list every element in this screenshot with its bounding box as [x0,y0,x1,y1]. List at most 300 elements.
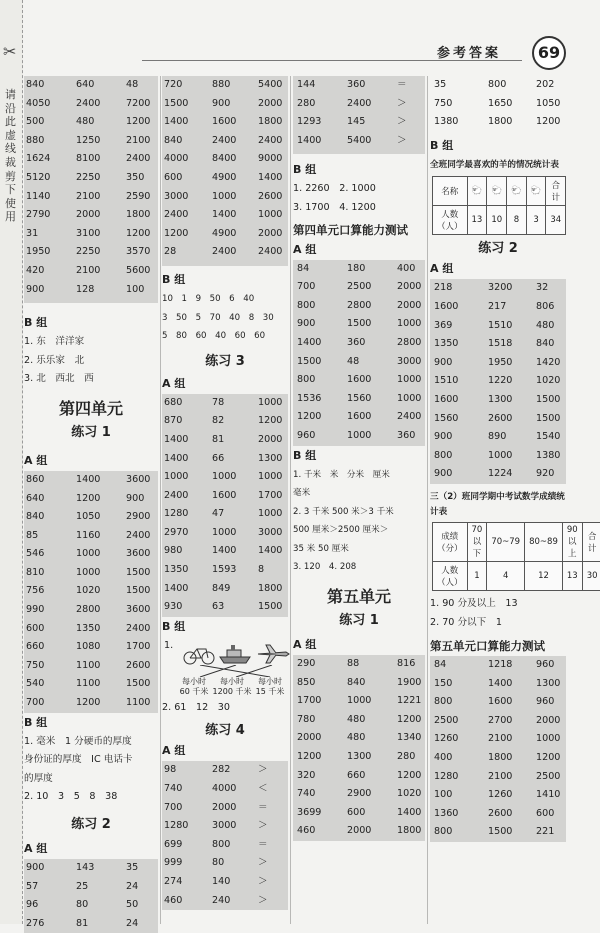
answer-value: 63 [212,601,225,613]
table-header-cell: 80~89 [525,522,563,561]
answer-line: 2. 3 千米 500 米＞3 千米 [293,506,394,517]
answer-value: 98 [164,764,177,776]
answer-value: 1020 [536,375,561,387]
answer-value: 2000 [258,227,283,239]
answer-value: 360 [347,79,366,90]
answer-value: 1080 [76,641,101,653]
grid-row [430,693,566,712]
grid-row [162,206,288,225]
answer-value: 369 [434,319,453,331]
answer-value: 280 [397,751,416,763]
grid-row [24,206,158,225]
answer-line: 2. 10 3 5 8 38 [24,791,118,803]
grid-row [24,490,158,509]
answer-value: 680 [164,396,183,408]
answer-value: 460 [164,894,183,906]
answer-value: 1000 [212,190,237,202]
answer-value: 1280 [164,508,189,520]
answer-value: 1500 [126,678,151,690]
answer-lines [430,595,566,632]
answer-value: 1400 [164,116,189,128]
answer-value: 2000 [258,97,283,109]
grid-row [293,804,425,823]
answer-value: 217 [488,300,507,312]
number-grid [162,761,288,910]
answer-line: 3. 120 4. 208 [293,562,357,573]
answer-value: ＞ [258,820,268,832]
answer-value: 48 [347,355,360,367]
grid-row [430,712,566,731]
number-grid [293,655,425,841]
section-label: A 组 [24,453,48,467]
answer-value: 420 [26,264,45,276]
table-cell: 12 [525,561,563,590]
answer-value: 2590 [126,190,151,202]
answer-value: 1300 [347,751,372,763]
sheep-stats-table [432,176,566,235]
answer-value: 1280 [164,820,189,832]
grid-row [162,76,288,95]
answer-value: 82 [212,415,225,427]
bicycle-icon [182,643,216,665]
grid-row [430,823,566,842]
answer-value: 35 [434,79,447,90]
table-cell: 3 [526,206,546,235]
grid-row [293,729,425,748]
answer-line: 5 80 60 40 60 60 [162,331,266,342]
answer-value: 1200 [164,227,189,239]
answer-value: 143 [76,862,95,873]
answer-value: 840 [536,338,555,350]
section-label: B 组 [24,316,48,330]
answer-value: 2000 [397,281,422,293]
number-grid [293,260,425,446]
answer-value: 1600 [212,489,237,501]
grid-row [293,278,425,297]
answer-value: 1200 [536,752,561,764]
grid-row [162,561,288,580]
answer-value: 800 [297,374,316,386]
answer-value: 1800 [258,116,283,128]
answer-value: 2600 [258,190,283,202]
number-grid [162,394,288,617]
answer-value: 2400 [347,97,372,109]
answer-value: 1510 [488,319,513,331]
answer-value: 2500 [434,714,459,726]
answer-lines [24,733,158,807]
grid-row [162,225,288,244]
answer-value: 900 [434,468,453,480]
grid-row [162,542,288,561]
answer-value: 1400 [258,171,283,183]
grid-row [430,372,566,391]
grid-row [293,260,425,279]
grid-row [430,768,566,787]
answer-value: 990 [26,604,45,616]
answer-value: 849 [212,582,231,594]
answer-value: 699 [164,838,183,850]
answer-value: 81 [212,433,225,445]
section-label: B 组 [162,619,186,633]
answer-value: 540 [26,678,45,690]
grid-row [24,675,158,694]
shaded-block [24,76,158,303]
answer-value: 2600 [488,412,513,424]
answer-value: 999 [164,857,183,869]
table-row-label: 人数（人） [433,206,468,235]
section-label: A 组 [162,376,186,390]
grid-row [162,854,288,873]
answer-value: 1100 [76,659,101,671]
answer-value: 1050 [76,511,101,523]
table-header-cell: 🐑 [487,177,507,206]
answer-value: 840 [26,79,45,90]
table-header-cell: 成绩（分） [433,522,468,561]
answer-line: 毫米 [293,488,311,499]
grid-row [24,657,158,676]
answer-value: 850 [297,676,316,688]
answer-lines [293,466,425,578]
answer-value: 1400 [164,582,189,594]
answer-value: 1000 [397,374,422,386]
answer-value: 1800 [397,825,422,837]
answer-value: 1510 [434,375,459,387]
answer-value: 84 [434,659,447,671]
grid-row [162,780,288,799]
answer-value: 546 [26,548,45,560]
table-header-cell: 70~79 [487,522,525,561]
answer-value: 4000 [164,153,189,165]
answer-value: ＝ [397,79,407,90]
matching-pictures [162,637,288,696]
grid-row [162,188,288,207]
table-cell: 10 [487,206,507,235]
answer-value: 2400 [258,134,283,146]
answer-value: 2790 [26,209,51,221]
answer-value: 880 [212,79,231,90]
answer-value: 1100 [126,697,151,709]
answer-value: 1410 [536,789,561,801]
answer-value: 1280 [434,770,459,782]
number-grid [430,279,566,484]
answer-value: 2900 [347,788,372,800]
answer-value: ＜ [258,783,268,795]
shaded-block [293,76,425,154]
answer-value: 3000 [258,526,283,538]
column-separator [160,76,161,924]
answer-value: 360 [397,429,416,441]
matching-lines [182,665,290,677]
answer-value: 1000 [212,526,237,538]
answer-value: 2800 [397,336,422,348]
answer-value: 4050 [26,97,51,109]
grid-row [162,394,288,413]
answer-value: ＞ [397,134,407,146]
answer-value: 1200 [126,116,151,128]
answer-value: 480 [347,713,366,725]
shaded-block [162,761,288,910]
answer-value: 740 [297,788,316,800]
grid-row [24,694,158,713]
answer-value: 800 [488,79,507,90]
answer-value: 720 [164,79,183,90]
answer-value: 1800 [488,752,513,764]
grid-row [162,799,288,818]
grid-row [24,169,158,188]
answer-value: 5120 [26,171,51,183]
answer-value: 1400 [164,452,189,464]
answer-value: 400 [434,752,453,764]
answer-value: 600 [164,171,183,183]
answer-value: 1340 [397,732,422,744]
answer-value: 4900 [212,171,237,183]
answer-value: 2600 [126,659,151,671]
answer-value: 1380 [434,116,459,128]
grid-row [293,95,425,114]
grid-row [430,298,566,317]
grid-row [24,188,158,207]
answer-value: 2400 [76,97,101,109]
grid-row [293,353,425,372]
answer-value: 756 [26,585,45,597]
answer-value: 48 [126,79,139,90]
answer-value: 85 [26,529,39,541]
answer-value: ＞ [397,116,407,128]
answer-value: 1020 [397,788,422,800]
section-label: A 组 [293,242,317,256]
shaded-block [162,394,288,617]
answer-value: 5400 [347,134,372,146]
grid-row [430,749,566,768]
answer-column-1 [24,76,158,929]
table-cell: 8 [507,206,527,235]
answer-value: 880 [26,134,45,146]
answer-value: 900 [434,431,453,443]
answer-value: 1350 [164,564,189,576]
answer-value: 800 [297,299,316,311]
answer-value: 290 [297,658,316,670]
answer-value: 1500 [126,566,151,578]
answer-value: 1200 [258,415,283,427]
answer-value: 1140 [26,190,51,202]
grid-row [293,785,425,804]
grid-row [293,371,425,390]
grid-row [162,150,288,169]
grid-row [162,817,288,836]
grid-row [162,243,288,262]
answer-value: 700 [164,801,183,813]
answer-value: 1300 [536,677,561,689]
grid-row [162,892,288,911]
answer-value: 1200 [297,751,322,763]
score-stats-table [432,522,600,591]
answer-value: 1400 [297,134,322,146]
grid-row [162,169,288,188]
grid-row [430,391,566,410]
answer-value: 100 [126,283,145,295]
grid-row [24,113,158,132]
answer-value: 740 [164,783,183,795]
answer-value: 2100 [126,134,151,146]
table-header-cell: 90以上 [562,522,582,561]
section-label: B 组 [430,138,454,152]
grid-row [293,655,425,674]
answer-value: 1050 [536,97,561,109]
table-header-cell: 🐑 [526,177,546,206]
answer-value: 1400 [397,806,422,818]
answer-value: 1600 [347,374,372,386]
answer-value: 1000 [397,318,422,330]
grid-row [430,76,566,95]
answer-value: 25 [76,880,89,892]
answer-value: 1000 [76,548,101,560]
answer-value: 840 [164,134,183,146]
answer-value: 600 [347,806,366,818]
grid-row [293,408,425,427]
answer-value: 1218 [488,659,513,671]
test-title: 第五单元口算能力测试 [430,639,545,654]
answer-value: 600 [536,807,555,819]
answer-line: 的厚度 [24,772,53,784]
grid-row [293,390,425,409]
answer-value: 1000 [258,508,283,520]
answer-value: 2400 [258,246,283,258]
answer-value: 700 [297,281,316,293]
table-header-cell: 🐑 [507,177,527,206]
table-cell: 30 [582,561,600,590]
answer-value: 1600 [434,393,459,405]
answer-value: 2100 [76,264,101,276]
grid-row [162,761,288,780]
answer-value: 1000 [347,429,372,441]
answer-value: 280 [297,97,316,109]
shaded-block [24,471,158,713]
answer-line: 身份证的厚度 IC 电话卡 [24,754,133,766]
section-label: A 组 [293,638,317,652]
answer-value: 750 [26,659,45,671]
table-header-cell: 🐑 [467,177,487,206]
answer-value: 3600 [126,473,151,485]
answer-value: 360 [347,336,366,348]
shaded-block [162,76,288,266]
grid-row [162,468,288,487]
grid-row [430,675,566,694]
number-grid [430,76,566,132]
section-label: B 组 [24,715,48,729]
table-header-cell: 合计 [582,522,600,561]
answer-value: 1300 [258,452,283,464]
answer-value: 500 [26,116,45,128]
number-grid [293,76,425,150]
table-cell: 34 [546,206,566,235]
answer-value: 128 [76,283,95,295]
grid-row [430,317,566,336]
grid-row [293,692,425,711]
page-number-badge: 69 [532,36,566,70]
section-label: B 组 [162,272,186,286]
unit-title: 第五单元 [326,587,391,607]
answer-value: 1500 [536,412,561,424]
grid-row [293,315,425,334]
answer-value: 274 [164,876,183,887]
answer-value: 144 [297,79,316,90]
answer-value: 1350 [76,622,101,634]
grid-row [293,674,425,693]
number-grid [430,656,566,842]
test-title: 第四单元口算能力测试 [293,222,408,237]
answer-value: 1000 [212,471,237,483]
grid-row [24,150,158,169]
answer-line: 1. 千米 米 分米 厘米 [293,469,390,480]
grid-row [24,508,158,527]
cut-instruction: 请沿此虚线裁剪下使用 [5,88,16,224]
answer-value: 2800 [347,299,372,311]
grid-row [430,335,566,354]
answer-value: 3200 [488,282,513,294]
answer-value: 1020 [76,585,101,597]
grid-row [24,638,158,657]
section-label: B 组 [293,163,317,177]
answer-value: 1000 [258,396,283,408]
answer-value: 806 [536,300,555,312]
answer-value: 276 [26,917,45,929]
answer-value: 1400 [212,209,237,221]
answer-value: 66 [212,452,225,464]
answer-value: 1624 [26,153,51,165]
answer-value: 1600 [434,300,459,312]
answer-line: 10 1 9 50 6 40 [162,293,255,304]
table-header-cell: 合计 [546,177,566,206]
answer-value: 2100 [76,190,101,202]
grid-row [24,564,158,583]
answer-value: 870 [164,415,183,427]
answer-value: 1000 [76,566,101,578]
grid-row [24,262,158,281]
speed-label: 每小时 1200 千米 [212,676,252,696]
grid-row [162,450,288,469]
grid-row [24,95,158,114]
section-label: A 组 [24,842,48,855]
answer-value: 1500 [536,393,561,405]
answer-value: 3000 [397,355,422,367]
answer-value: 3000 [212,820,237,832]
answer-value: 960 [297,429,316,441]
cut-margin [0,0,23,924]
answer-value: 5600 [126,264,151,276]
answer-value: 480 [347,732,366,744]
answer-value: 3570 [126,246,151,258]
table-cell: 13 [467,206,487,235]
answer-value: 460 [297,825,316,837]
exercise-title: 练习 4 [205,723,245,739]
table-title: 三（2）班同学期中考试数学成绩统计表 [430,491,565,517]
answer-value: 1600 [347,411,372,423]
answer-value: 1224 [488,468,513,480]
answer-value: 350 [126,171,145,183]
number-grid [24,859,158,933]
grid-row [162,132,288,151]
answer-value: 2500 [536,770,561,782]
answer-value: 1536 [297,392,322,404]
grid-row [430,113,566,132]
grid-row [162,836,288,855]
answer-value: 96 [26,899,39,911]
answer-value: 1000 [164,471,189,483]
answer-value: 640 [26,492,45,504]
answer-value: 7200 [126,97,151,109]
answer-lines [24,333,158,389]
exercise-title: 练习 2 [478,241,518,257]
